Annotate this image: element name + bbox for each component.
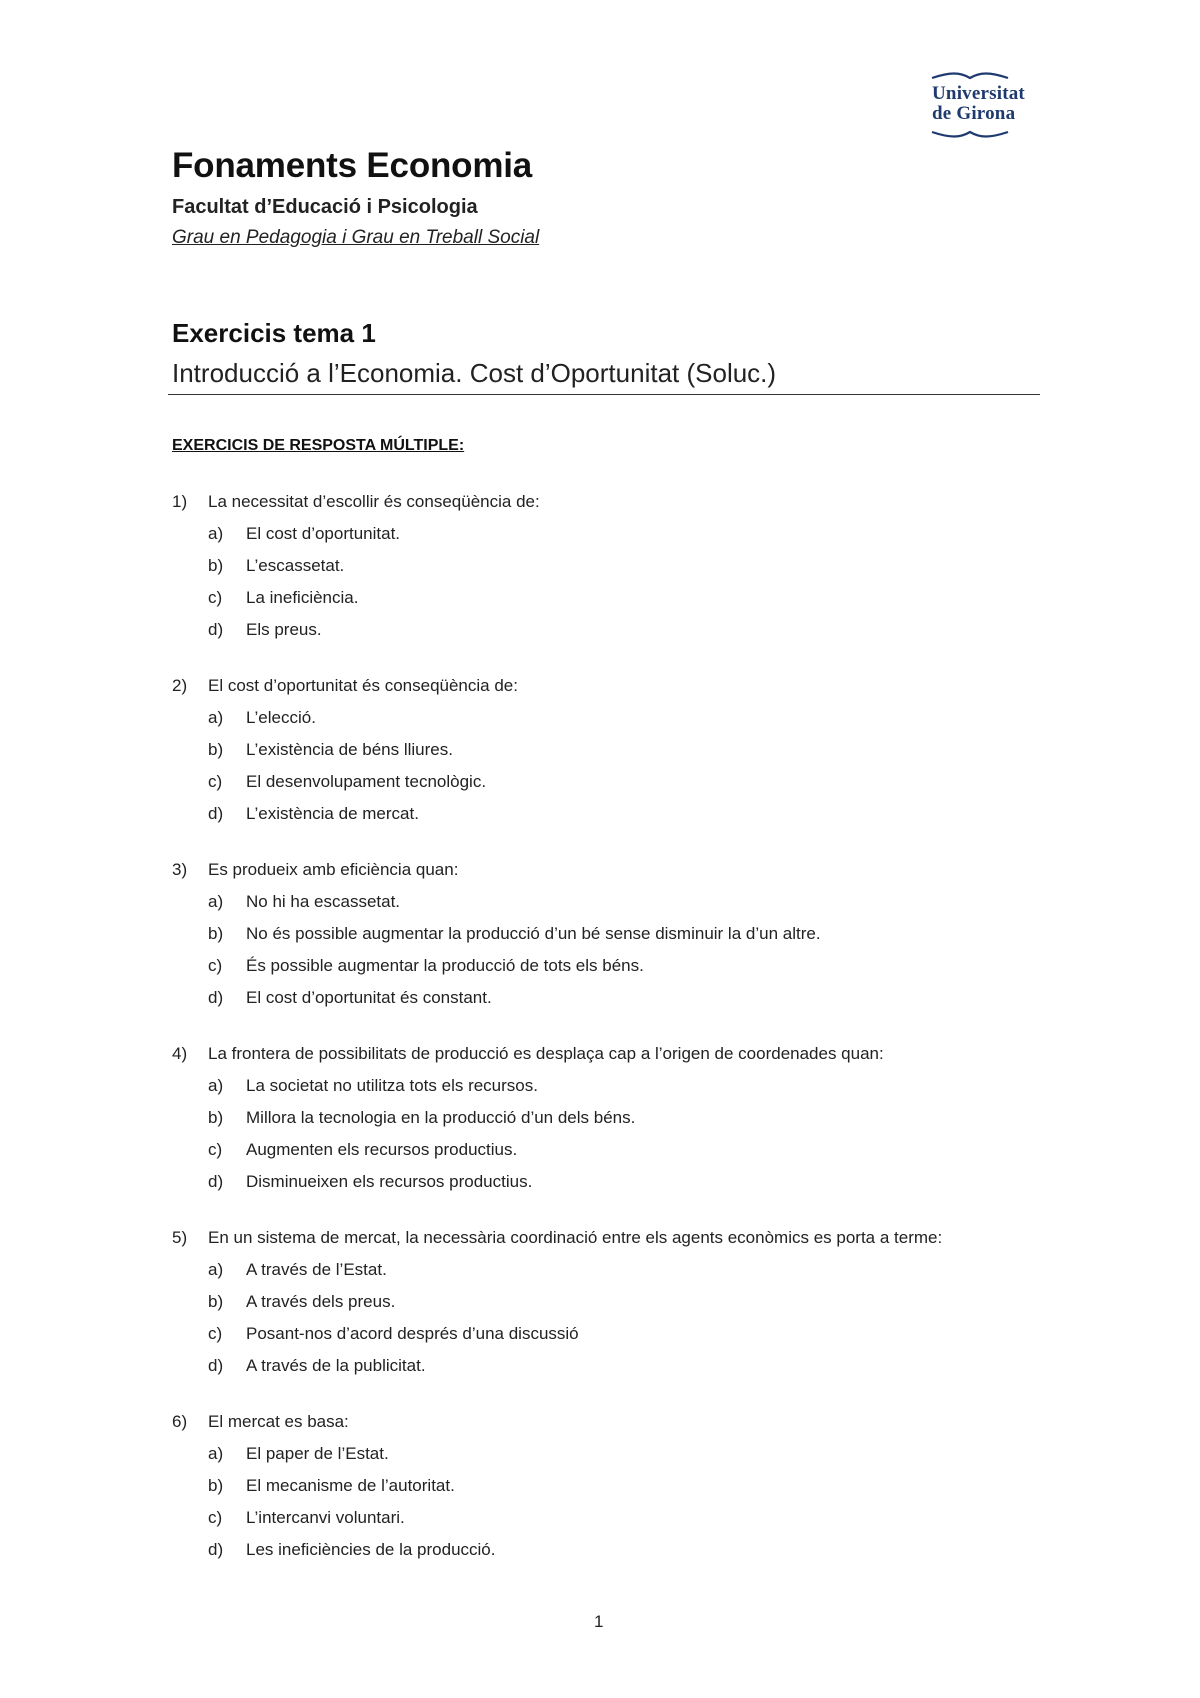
university-logo: [930, 70, 1040, 142]
answer-option: [172, 766, 1052, 798]
answer-option: [172, 1254, 1052, 1286]
option-text: No és possible augmentar la producció d’un bé sense disminuir la d’un altre.: [246, 924, 821, 943]
option-text: Millora la tecnologia en la producció d’un dels béns.: [246, 1108, 636, 1127]
question-line: [172, 488, 1052, 516]
option-text: És possible augmentar la producció de tots els béns.: [246, 956, 644, 975]
answer-option: [172, 1166, 1052, 1198]
option-list: [172, 886, 1052, 1014]
option-letter: c): [208, 1508, 223, 1527]
option-text: La ineficiència.: [246, 588, 359, 607]
option-letter: c): [208, 772, 223, 791]
degree-name: Grau en Pedagogia i Grau en Treball Social: [172, 227, 540, 248]
answer-option: [172, 1502, 1052, 1534]
option-list: [172, 518, 1052, 646]
exercise-subtitle: Introducció a l’Economia. Cost d’Oportunitat (Soluc.): [172, 358, 777, 388]
question-number: 3): [172, 860, 188, 879]
option-letter: c): [208, 1140, 223, 1159]
question-line: [172, 1408, 1052, 1436]
option-text: No hi ha escassetat.: [246, 892, 401, 911]
answer-option: [172, 1438, 1052, 1470]
question-item: [172, 488, 1052, 646]
exercise-heading: Exercicis tema 1: [172, 318, 376, 348]
question-text: La frontera de possibilitats de producció es desplaça cap a l’origen de coordenades quan:: [208, 1044, 884, 1063]
answer-option: [172, 1070, 1052, 1102]
question-text: El cost d’oportunitat és conseqüència de:: [208, 676, 518, 695]
option-text: A través de l’Estat.: [246, 1260, 387, 1279]
option-letter: b): [208, 1476, 224, 1495]
answer-option: [172, 734, 1052, 766]
option-text: Posant-nos d’acord després d’una discussió: [246, 1324, 579, 1343]
option-letter: c): [208, 588, 223, 607]
answer-option: [172, 1102, 1052, 1134]
option-text: Augmenten els recursos productius.: [246, 1140, 518, 1159]
option-list: [172, 1070, 1052, 1198]
faculty-name: Facultat d’Educació i Psicologia: [172, 196, 478, 218]
answer-option: [172, 950, 1052, 982]
question-line: [172, 1224, 1052, 1252]
option-text: Disminueixen els recursos productius.: [246, 1172, 533, 1191]
option-letter: d): [208, 804, 224, 823]
question-text: El mercat es basa:: [208, 1412, 349, 1431]
option-letter: a): [208, 1260, 224, 1279]
answer-option: [172, 518, 1052, 550]
option-letter: d): [208, 988, 224, 1007]
document-title: Fonaments Economia: [172, 146, 533, 185]
answer-option: [172, 982, 1052, 1014]
option-text: L’existència de béns lliures.: [246, 740, 453, 759]
question-text: La necessitat d’escollir és conseqüència de:: [208, 492, 540, 511]
question-item: [172, 1408, 1052, 1566]
answer-option: [172, 1350, 1052, 1382]
question-list: [172, 488, 1052, 1592]
option-list: [172, 1438, 1052, 1566]
question-item: [172, 1224, 1052, 1382]
option-text: El cost d’oportunitat és constant.: [246, 988, 492, 1007]
option-letter: d): [208, 1540, 224, 1559]
option-text: Els preus.: [246, 620, 322, 639]
question-line: [172, 856, 1052, 884]
option-letter: d): [208, 1356, 224, 1375]
option-letter: b): [208, 556, 224, 575]
option-text: A través de la publicitat.: [246, 1356, 426, 1375]
logo-line-2: de Girona: [932, 103, 1016, 124]
answer-option: [172, 1534, 1052, 1566]
logo-line-1: Universitat: [932, 83, 1025, 104]
option-letter: b): [208, 1108, 224, 1127]
option-letter: a): [208, 708, 224, 727]
option-letter: b): [208, 924, 224, 943]
option-text: L’existència de mercat.: [246, 804, 419, 823]
question-text: En un sistema de mercat, la necessària coordinació entre els agents econòmics es porta a terme:: [208, 1228, 943, 1247]
question-text: Es produeix amb eficiència quan:: [208, 860, 459, 879]
question-item: [172, 856, 1052, 1014]
question-number: 5): [172, 1228, 188, 1247]
option-text: A través dels preus.: [246, 1292, 396, 1311]
answer-option: [172, 918, 1052, 950]
answer-option: [172, 614, 1052, 646]
answer-option: [172, 1470, 1052, 1502]
question-line: [172, 672, 1052, 700]
answer-option: [172, 1318, 1052, 1350]
answer-option: [172, 1134, 1052, 1166]
option-text: L’intercanvi voluntari.: [246, 1508, 405, 1527]
option-list: [172, 702, 1052, 830]
option-text: El desenvolupament tecnològic.: [246, 772, 487, 791]
section-title: EXERCICIS DE RESPOSTA MÚLTIPLE:: [172, 437, 465, 454]
option-letter: a): [208, 1444, 224, 1463]
option-letter: c): [208, 1324, 223, 1343]
option-text: El mecanisme de l’autoritat.: [246, 1476, 455, 1495]
question-line: [172, 1040, 1052, 1068]
option-letter: b): [208, 740, 224, 759]
answer-option: [172, 550, 1052, 582]
answer-option: [172, 582, 1052, 614]
option-letter: a): [208, 1076, 224, 1095]
option-text: La societat no utilitza tots els recursos.: [246, 1076, 538, 1095]
question-number: 2): [172, 676, 188, 695]
option-list: [172, 1254, 1052, 1382]
question-number: 1): [172, 492, 188, 511]
option-text: El paper de l’Estat.: [246, 1444, 389, 1463]
option-letter: a): [208, 892, 224, 911]
question-number: 6): [172, 1412, 188, 1431]
question-item: [172, 1040, 1052, 1198]
page-number: 1: [594, 1612, 604, 1631]
heading-divider: [168, 394, 1040, 395]
option-text: Les ineficiències de la producció.: [246, 1540, 496, 1559]
answer-option: [172, 886, 1052, 918]
option-letter: a): [208, 524, 224, 543]
option-text: L’escassetat.: [246, 556, 345, 575]
option-letter: c): [208, 956, 223, 975]
option-letter: d): [208, 620, 224, 639]
option-text: L’elecció.: [246, 708, 316, 727]
answer-option: [172, 702, 1052, 734]
question-number: 4): [172, 1044, 188, 1063]
option-letter: d): [208, 1172, 224, 1191]
answer-option: [172, 798, 1052, 830]
option-letter: b): [208, 1292, 224, 1311]
answer-option: [172, 1286, 1052, 1318]
question-item: [172, 672, 1052, 830]
option-text: El cost d’oportunitat.: [246, 524, 401, 543]
